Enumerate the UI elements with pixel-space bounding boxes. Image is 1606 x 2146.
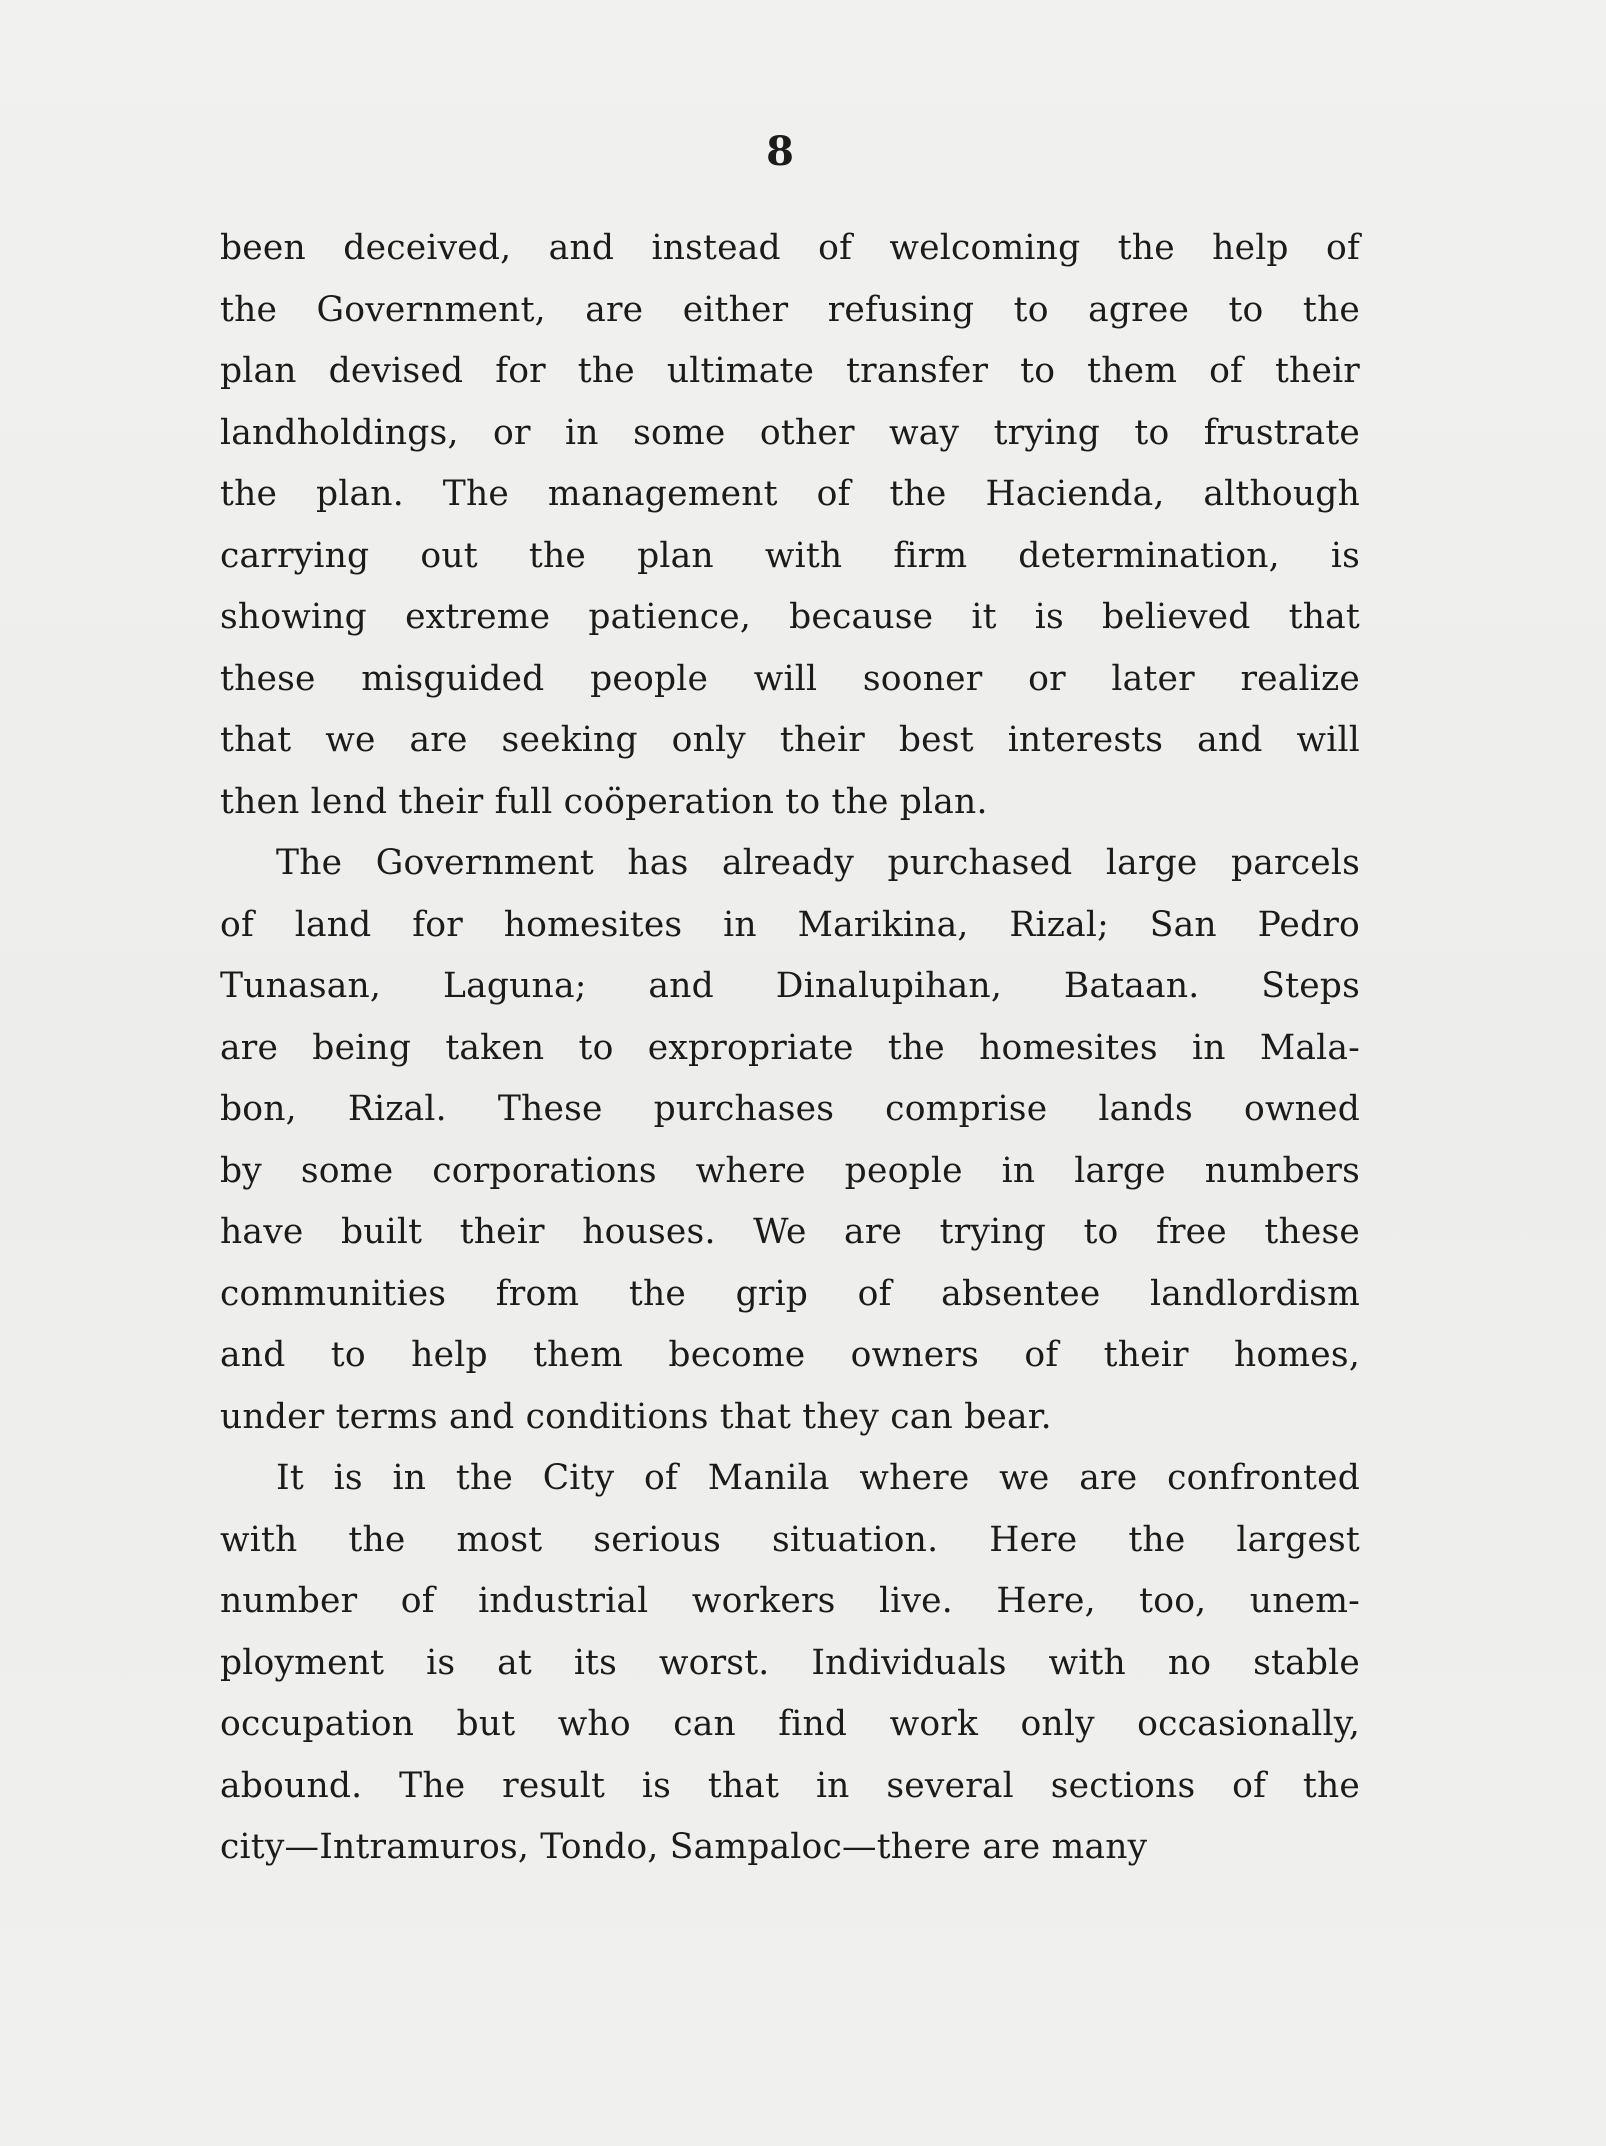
text-line: the Government, are either refusing to agree to the xyxy=(220,289,1360,330)
text-line: been deceived, and instead of welcoming the help of xyxy=(220,228,1360,268)
text-line: and to help them become owners of their homes, xyxy=(220,1335,1360,1375)
paragraph xyxy=(220,833,1360,1448)
text-line: under terms and conditions that they can bear. xyxy=(220,1396,1052,1437)
text-line: by some corporations where people in large numbers xyxy=(220,1150,1360,1191)
text-line: It is in the City of Manila where we are confronted xyxy=(276,1458,1360,1498)
text-line: carrying out the plan with firm determination, is xyxy=(220,535,1360,576)
body-text xyxy=(220,218,1360,1879)
text-line: city—Intramuros, Tondo, Sampaloc—there are many xyxy=(220,1827,1148,1867)
page-number: 8 xyxy=(766,128,794,175)
text-line: The Government has already purchased large parcels xyxy=(276,843,1360,883)
text-line: occupation but who can find work only occasionally, xyxy=(220,1704,1360,1744)
text-line: these misguided people will sooner or later realize xyxy=(220,658,1360,699)
text-line: communities from the grip of absentee landlordism xyxy=(220,1273,1360,1314)
text-line: ployment is at its worst. Individuals with no stable xyxy=(220,1642,1360,1683)
text-line: are being taken to expropriate the homesites in Mala- xyxy=(220,1027,1360,1068)
text-line: Tunasan, Laguna; and Dinalupihan, Bataan. Steps xyxy=(220,966,1360,1006)
text-line: bon, Rizal. These purchases comprise lands owned xyxy=(220,1089,1360,1129)
text-line: of land for homesites in Marikina, Rizal; San Pedro xyxy=(220,904,1360,945)
text-line: have built their houses. We are trying to free these xyxy=(220,1212,1360,1252)
text-line: plan devised for the ultimate transfer to them of their xyxy=(220,351,1360,391)
text-line: number of industrial workers live. Here, too, unem- xyxy=(220,1581,1360,1621)
text-line: that we are seeking only their best interests and will xyxy=(220,720,1360,760)
text-line: then lend their full coöperation to the plan. xyxy=(220,781,988,822)
text-line: abound. The result is that in several sections of the xyxy=(220,1765,1360,1806)
paragraph xyxy=(220,218,1360,833)
text-line: landholdings, or in some other way trying to frustrate xyxy=(220,412,1360,453)
text-line: showing extreme patience, because it is believed that xyxy=(220,597,1360,637)
text-line: the plan. The management of the Hacienda, although xyxy=(220,474,1360,514)
text-line: with the most serious situation. Here the largest xyxy=(220,1519,1360,1560)
paragraph xyxy=(220,1448,1360,1879)
